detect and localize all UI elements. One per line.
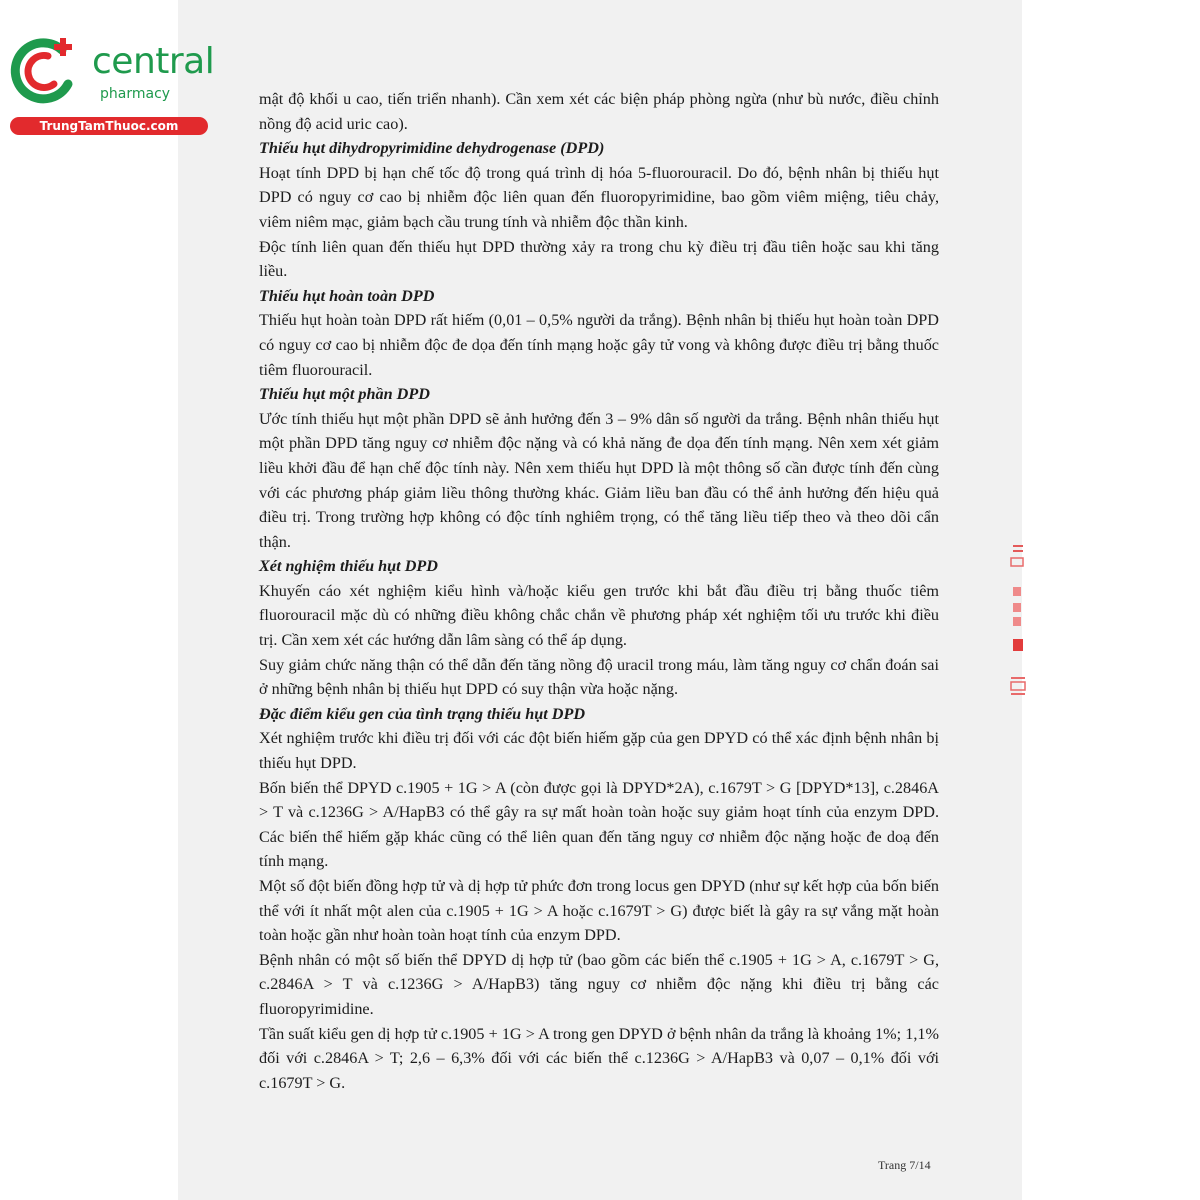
section-heading: Thiếu hụt hoàn toàn DPD (259, 286, 435, 305)
paragraph: Ước tính thiếu hụt một phần DPD sẽ ảnh hưởng đến 3 – 9% dân số người da trắng. Bệnh nhân thiếu hụt một phần DPD tăng nguy cơ nhiễm độc nặng và có khả năng đe dọa đến tính mạng. Nên xem xét giảm liều khởi đầu để hạn chế độc tính này. Nên xem thiếu hụt DPD là một thông số cần được tính đến cùng với các phương pháp giảm liều thông thường khác. Giảm liều ban đầu có thể ảnh hưởng đến hiệu quả điều trị. Trong trường hợp không có độc tính nghiêm trọng, có thể tăng liều tiếp theo và theo dõi cẩn thận. (259, 409, 939, 551)
document-body (259, 87, 939, 1095)
paragraph: Một số đột biến đồng hợp tử và dị hợp tử phức đơn trong locus gen DPYD (như sự kết hợp của bốn biến thể với ít nhất một alen của c.1905 + 1G > A hoặc c.1679T > G) được biết là gây ra sự vắng mặt hoàn toàn hoặc gần như hoàn toàn hoạt tính của enzym DPD. (259, 877, 939, 945)
red-stamp-fragment (1005, 545, 1027, 705)
paragraph: Độc tính liên quan đến thiếu hụt DPD thường xảy ra trong chu kỳ điều trị đầu tiên hoặc sau khi tăng liều. (259, 237, 939, 281)
paragraph: Tần suất kiểu gen dị hợp tử c.1905 + 1G > A trong gen DPYD ở bệnh nhân da trắng là khoảng 1%; 1,1% đối với c.2846A > T; 2,6 – 6,3% đối với các biến thể c.1236G > A/HapB3 và 0,07 – 0,1% đối với c.1679T > G. (259, 1024, 939, 1092)
paragraph: Hoạt tính DPD bị hạn chế tốc độ trong quá trình dị hóa 5-fluorouracil. Do đó, bệnh nhân bị thiếu hụt DPD có nguy cơ cao bị nhiễm độc liên quan đến fluoropyrimidine, bao gồm viêm miệng, tiêu chảy, viêm niêm mạc, giảm bạch cầu trung tính và nhiễm độc thần kinh. (259, 163, 939, 231)
logo-brand-text: central (92, 41, 215, 82)
section-heading: Xét nghiệm thiếu hụt DPD (259, 557, 438, 576)
central-pharmacy-logo[interactable] (10, 36, 215, 136)
page-number: Trang 7/14 (878, 1158, 931, 1172)
paragraph: Suy giảm chức năng thận có thể dẫn đến tăng nồng độ uracil trong máu, làm tăng nguy cơ chẩn đoán sai ở những bệnh nhân bị thiếu hụt DPD có suy thận vừa hoặc nặng. (259, 655, 939, 699)
paragraph: Xét nghiệm trước khi điều trị đối với các đột biến hiếm gặp của gen DPYD có thể xác định bệnh nhân bị thiếu hụt DPD. (259, 729, 939, 773)
section-heading: Thiếu hụt một phần DPD (259, 385, 430, 404)
logo-subtitle: pharmacy (100, 86, 171, 102)
paragraph: Bốn biến thể DPYD c.1905 + 1G > A (còn được gọi là DPYD*2A), c.1679T > G [DPYD*13], c.2846A > T và c.1236G > A/HapB3 có thể gây ra sự mất hoàn toàn hoặc suy giảm hoạt tính của enzym DPD. Các biến thể hiếm gặp khác cũng có thể liên quan đến tăng nguy cơ nhiễm độc nặng hoặc đe doạ đến tính mạng. (259, 778, 939, 871)
paragraph: Thiếu hụt hoàn toàn DPD rất hiếm (0,01 – 0,5% người da trắng). Bệnh nhân bị thiếu hụt hoàn toàn DPD có nguy cơ cao bị nhiễm độc đe dọa đến tính mạng hoặc gây tử vong và không được điều trị bằng thuốc tiêm fluorouracil. (259, 311, 939, 379)
paragraph: Khuyến cáo xét nghiệm kiểu hình và/hoặc kiểu gen trước khi bắt đầu điều trị bằng thuốc tiêm fluorouracil mặc dù có những điều không chắc chắn về phương pháp xét nghiệm tối ưu trước khi điều trị. Cần xem xét các hướng dẫn lâm sàng có thể áp dụng. (259, 581, 939, 650)
paragraph: Bệnh nhân có một số biến thể DPYD dị hợp tử (bao gồm các biến thể c.1905 + 1G > A, c.1679T > G, c.2846A > T và c.1236G > A/HapB3) tăng nguy cơ nhiễm độc nặng khi điều trị bằng các fluoropyrimidine. (259, 950, 939, 1018)
section-heading: Thiếu hụt dihydropyrimidine dehydrogenase (DPD) (259, 139, 605, 158)
paragraph: mật độ khối u cao, tiến triển nhanh). Cần xem xét các biện pháp phòng ngừa (như bù nước, điều chỉnh nồng độ acid uric cao). (259, 90, 939, 133)
pharmacy-c-cross-icon (10, 36, 82, 108)
section-heading: Đặc điểm kiểu gen của tình trạng thiếu hụt DPD (259, 704, 586, 723)
logo-website-badge: TrungTamThuoc.com (10, 117, 208, 135)
